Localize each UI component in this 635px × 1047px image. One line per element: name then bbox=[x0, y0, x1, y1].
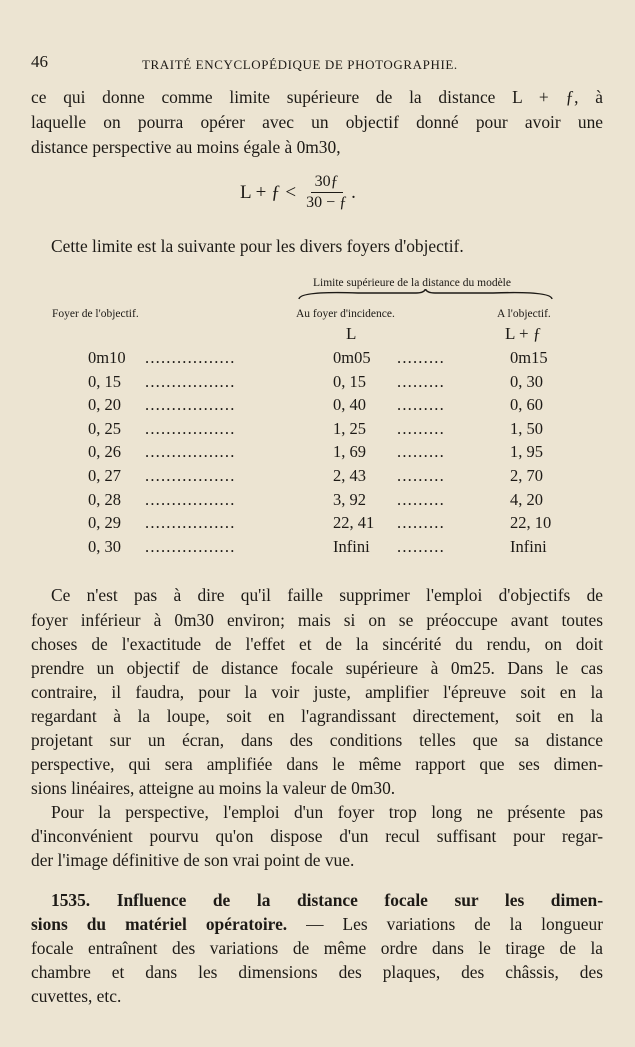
table-cell-foyer: 0, 28 bbox=[88, 489, 121, 509]
table-cell-objectif: 1, 50 bbox=[510, 418, 543, 438]
para2-line: projetant sur un écran, dans des conditions telles que sa distance bbox=[31, 730, 603, 750]
table-cell-foyer: 0m10 bbox=[88, 348, 126, 367]
section-title-part1: Influence de la distance focale sur les dimen- bbox=[116, 890, 603, 910]
para2-line: foyer inférieur à 0m30 environ; mais si on se préoccupe avant toutes bbox=[31, 610, 603, 630]
para2-line: contraire, il faudra, pour la voir juste, amplifier l'épreuve soit en la bbox=[31, 682, 603, 702]
table-leader-dots: ................. bbox=[145, 513, 236, 533]
col-symbol-objectif: L + ƒ bbox=[505, 324, 542, 343]
table-cell-objectif: 0m15 bbox=[510, 348, 548, 367]
table-cell-incidence: 1, 69 bbox=[333, 442, 366, 462]
table-leader-dots: ................. bbox=[145, 371, 236, 391]
section-line: cuvettes, etc. bbox=[31, 986, 122, 1006]
section-line: focale entraînent des variations de même ordre dans le tirage de la bbox=[31, 938, 603, 958]
table-cell-incidence: 2, 43 bbox=[333, 466, 366, 485]
table-cell-objectif: Infini bbox=[510, 536, 547, 556]
para2-line: sions linéaires, atteigne au moins la valeur de 0m30. bbox=[31, 778, 396, 798]
table-cell-incidence: 0m05 bbox=[333, 348, 371, 367]
page-number: 46 bbox=[31, 52, 48, 71]
para3-line: der l'image définitive de son vrai point de vue. bbox=[31, 850, 355, 870]
section-line: chambre et dans les dimensions des plaques, des châssis, des bbox=[31, 962, 603, 982]
table-cell-incidence: 22, 41 bbox=[333, 513, 375, 533]
section-number: 1535. bbox=[51, 890, 91, 910]
para1-line: ce qui donne comme limite supérieure de la distance L + ƒ, à bbox=[31, 87, 603, 107]
table-cell-objectif: 0, 60 bbox=[510, 395, 543, 415]
formula bbox=[240, 173, 356, 212]
col-symbol-incidence: L bbox=[346, 324, 357, 343]
table-leader-dots: ................. bbox=[145, 418, 236, 438]
formula-end: . bbox=[351, 181, 356, 203]
table-leader-dots: ......... bbox=[397, 513, 445, 533]
table-leader-dots: ......... bbox=[397, 371, 445, 391]
table-cell-incidence: 3, 92 bbox=[333, 489, 366, 509]
table-intro: Cette limite est la suivante pour les divers foyers d'objectif. bbox=[51, 236, 464, 256]
section-line bbox=[31, 914, 603, 935]
para2-line: Ce n'est pas à dire qu'il faille supprimer l'emploi d'objectifs de bbox=[51, 585, 603, 605]
section-heading bbox=[51, 890, 603, 911]
table-leader-dots: ......... bbox=[397, 489, 445, 509]
table-cell-foyer: 0, 20 bbox=[88, 395, 121, 415]
table-cell-foyer: 0, 29 bbox=[88, 513, 121, 533]
table-cell-objectif: 2, 70 bbox=[510, 466, 543, 485]
formula-lhs: L + ƒ < bbox=[240, 181, 297, 203]
table-cell-objectif: 1, 95 bbox=[510, 442, 543, 462]
para1-line: distance perspective au moins égale à 0m30, bbox=[31, 137, 341, 157]
table-cell-incidence: Infini bbox=[333, 536, 370, 556]
table-cell-incidence: 1, 25 bbox=[333, 418, 366, 438]
formula-denominator: 30 − ƒ bbox=[306, 194, 348, 211]
para3-line: Pour la perspective, l'emploi d'un foyer trop long ne présente pas bbox=[51, 802, 603, 822]
section-text-start: — Les variations de la longueur bbox=[306, 914, 603, 934]
table-leader-dots: ......... bbox=[397, 418, 445, 438]
table-cell-foyer: 0, 26 bbox=[88, 442, 121, 462]
table-cell-foyer: 0, 30 bbox=[88, 536, 121, 556]
para2-line: perspective, qui sera amplifiée dans le même rapport que ses dimen- bbox=[31, 754, 603, 774]
table-cell-incidence: 0, 40 bbox=[333, 395, 366, 415]
table-leader-dots: ......... bbox=[397, 442, 445, 462]
col-header-objectif: A l'objectif. bbox=[497, 308, 551, 320]
table-leader-dots: ......... bbox=[397, 395, 445, 415]
group-brace bbox=[298, 289, 553, 301]
table-cell-incidence: 0, 15 bbox=[333, 371, 366, 391]
col-header-foyer: Foyer de l'objectif. bbox=[52, 308, 139, 320]
running-title: TRAITÉ ENCYCLOPÉDIQUE DE PHOTOGRAPHIE. bbox=[142, 57, 458, 72]
table-cell-foyer: 0, 27 bbox=[88, 466, 121, 485]
table-group-header: Limite supérieure de la distance du modèle bbox=[313, 277, 511, 289]
table-cell-foyer: 0, 25 bbox=[88, 418, 121, 438]
table-cell-objectif: 4, 20 bbox=[510, 489, 543, 509]
col-header-incidence: Au foyer d'incidence. bbox=[296, 308, 395, 320]
table-leader-dots: ................. bbox=[145, 466, 236, 485]
table-leader-dots: ................. bbox=[145, 489, 236, 509]
para2-line: regardant à la loupe, soit en l'agrandissant directement, soit en la bbox=[31, 706, 603, 726]
para2-line: prendre un objectif de distance focale supérieure à 0m25. Dans le cas bbox=[31, 658, 603, 678]
table-leader-dots: ......... bbox=[397, 348, 445, 367]
para1-line: laquelle on pourra opérer avec un objectif donné pour avoir une bbox=[31, 112, 603, 132]
table-leader-dots: ................. bbox=[145, 536, 236, 556]
table-cell-foyer: 0, 15 bbox=[88, 371, 121, 391]
table-leader-dots: ................. bbox=[145, 442, 236, 462]
table-cell-objectif: 0, 30 bbox=[510, 371, 543, 391]
formula-numerator: 30ƒ bbox=[311, 173, 343, 193]
table-leader-dots: ................. bbox=[145, 395, 236, 415]
para2-line: choses de l'exactitude de l'effet et de la sincérité du rendu, on doit bbox=[31, 634, 603, 654]
table-cell-objectif: 22, 10 bbox=[510, 513, 552, 533]
table-leader-dots: ................. bbox=[145, 348, 236, 367]
table-leader-dots: ......... bbox=[397, 466, 445, 485]
table-leader-dots: ......... bbox=[397, 536, 445, 556]
section-title-part2: sions du matériel opératoire. bbox=[31, 914, 288, 934]
para3-line: d'inconvénient pourvu qu'on dispose d'un recul suffisant pour regar- bbox=[31, 826, 603, 846]
formula-fraction bbox=[302, 173, 351, 212]
